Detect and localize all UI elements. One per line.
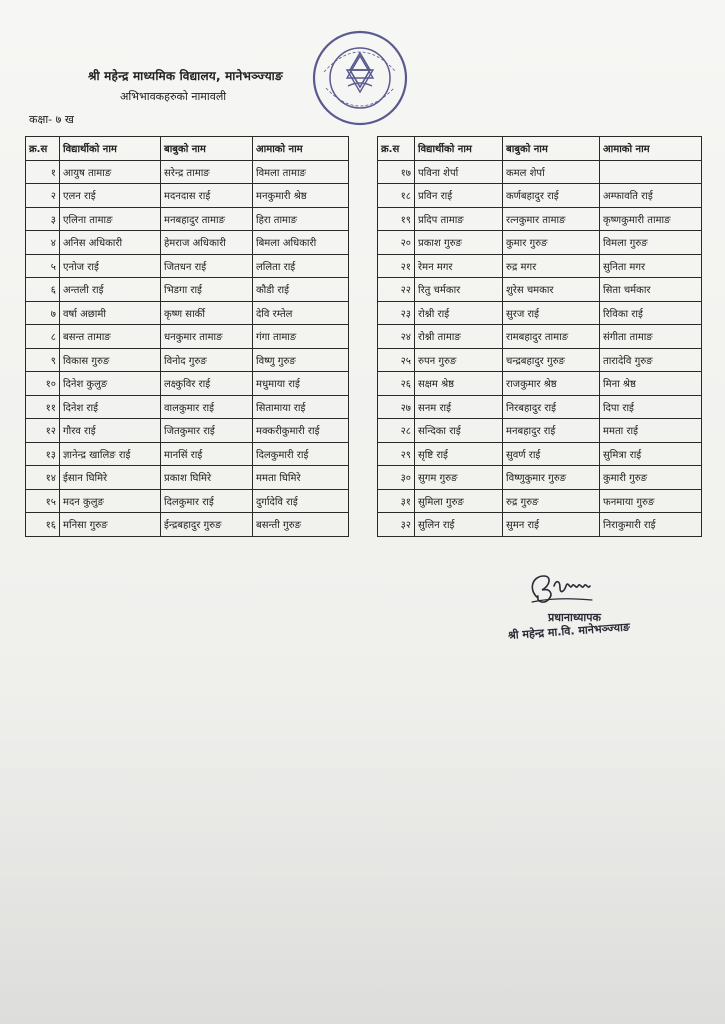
table-body-right (378, 160, 702, 536)
cell-father-name: रुद्र मगर (503, 254, 600, 278)
cell-mother-name: मक्करीकुमारी राई (253, 419, 349, 443)
cell-father-name: निरबहादुर राई (503, 395, 600, 419)
cell-student-name: सक्षम श्रेष्ठ (415, 372, 503, 396)
table-row (26, 278, 349, 302)
cell-sn: १२ (26, 419, 60, 443)
cell-student-name: प्रदिप तामाङ (415, 207, 503, 231)
class-label: कक्षा- ७ ख (29, 113, 74, 126)
cell-sn: १० (26, 372, 60, 396)
cell-father-name: जितधन राई (161, 254, 253, 278)
cell-sn: ८ (26, 325, 60, 349)
cell-student-name: दिनेश कुलुङ (60, 372, 161, 396)
paper-shadow (0, 700, 725, 1024)
cell-father-name: विनोद गुरुङ (161, 348, 253, 372)
cell-sn: २६ (378, 372, 415, 396)
cell-mother-name: दिपा राई (600, 395, 702, 419)
cell-sn: २८ (378, 419, 415, 443)
column-header-student: विद्यार्थीको नाम (60, 137, 161, 161)
cell-sn: १५ (26, 489, 60, 513)
table-row (378, 325, 702, 349)
cell-sn: २१ (378, 254, 415, 278)
cell-mother-name: दुर्गादेवि राई (253, 489, 349, 513)
cell-sn: १३ (26, 442, 60, 466)
cell-father-name: मदनदास राई (161, 184, 253, 208)
cell-mother-name: बिमला अधिकारी (253, 231, 349, 255)
table-row (26, 325, 349, 349)
cell-father-name: कुमार गुरुङ (503, 231, 600, 255)
cell-student-name: मदन कुलुङ (60, 489, 161, 513)
column-header-student: विद्यार्थीको नाम (415, 137, 503, 161)
cell-mother-name: संगीता तामाङ (600, 325, 702, 349)
cell-mother-name: रिविका राई (600, 301, 702, 325)
cell-mother-name: हिरा तामाङ (253, 207, 349, 231)
cell-father-name: सरेन्द्र तामाङ (161, 160, 253, 184)
table-row (26, 489, 349, 513)
cell-sn: २२ (378, 278, 415, 302)
signature-school: श्री महेन्द्र मा.वि. मानेभञ्ज्याङ (507, 620, 631, 642)
cell-student-name: ज्ञानेन्द्र खालिङ राई (60, 442, 161, 466)
table-row (378, 160, 702, 184)
table-row (378, 372, 702, 396)
cell-mother-name: सितामाया राई (253, 395, 349, 419)
column-header-sn: क्र.स (26, 137, 60, 161)
cell-mother-name: तारादेवि गुरुङ (600, 348, 702, 372)
table-row (378, 184, 702, 208)
cell-student-name: सृष्टि राई (415, 442, 503, 466)
cell-mother-name: बसन्ती गुरुङ (253, 513, 349, 537)
cell-student-name: एलन राई (60, 184, 161, 208)
cell-student-name: प्रकाश गुरुङ (415, 231, 503, 255)
table-row (26, 207, 349, 231)
table-row (26, 372, 349, 396)
cell-student-name: सुलिन राई (415, 513, 503, 537)
list-title: अभिभावकहरुको नामावली (120, 90, 227, 103)
parents-table-right (377, 136, 702, 537)
cell-father-name: धनकुमार तामाङ (161, 325, 253, 349)
table-row (378, 466, 702, 490)
cell-mother-name: सिता चर्मकार (600, 278, 702, 302)
table-row (26, 160, 349, 184)
cell-sn: १ (26, 160, 60, 184)
table-body-left (26, 160, 349, 536)
table-row (378, 301, 702, 325)
cell-student-name: रेमन मगर (415, 254, 503, 278)
cell-mother-name: कुमारी गुरुङ (600, 466, 702, 490)
table-row (378, 419, 702, 443)
column-header-father: बाबुको नाम (161, 137, 253, 161)
cell-student-name: बसन्त तामाङ (60, 325, 161, 349)
cell-mother-name: ममता राई (600, 419, 702, 443)
cell-father-name: वालकुमार राई (161, 395, 253, 419)
cell-mother-name: फनमाया गुरुङ (600, 489, 702, 513)
cell-student-name: विकास गुरुङ (60, 348, 161, 372)
table-row (378, 207, 702, 231)
cell-father-name: कर्णबहादुर राई (503, 184, 600, 208)
table-row (26, 466, 349, 490)
table-row (378, 442, 702, 466)
table-row (26, 254, 349, 278)
table-row (378, 489, 702, 513)
cell-student-name: दिनेश राई (60, 395, 161, 419)
cell-father-name: कमल शेर्पा (503, 160, 600, 184)
cell-mother-name (600, 160, 702, 184)
cell-mother-name: ममता घिमिरे (253, 466, 349, 490)
cell-sn: १६ (26, 513, 60, 537)
cell-student-name: एलिना तामाङ (60, 207, 161, 231)
cell-mother-name: कृष्णकुमारी तामाङ (600, 207, 702, 231)
cell-father-name: कृष्ण सार्की (161, 301, 253, 325)
cell-mother-name: गंगा तामाङ (253, 325, 349, 349)
school-seal-icon (310, 28, 410, 128)
cell-student-name: रुपन गुरुङ (415, 348, 503, 372)
table-row (26, 301, 349, 325)
cell-sn: ३१ (378, 489, 415, 513)
cell-father-name: सुमन राई (503, 513, 600, 537)
cell-sn: ४ (26, 231, 60, 255)
cell-father-name: विष्णुकुमार गुरुङ (503, 466, 600, 490)
cell-student-name: पविना शेर्पा (415, 160, 503, 184)
column-header-mother: आमाको नाम (253, 137, 349, 161)
cell-father-name: शुरेस चमकार (503, 278, 600, 302)
cell-sn: १७ (378, 160, 415, 184)
cell-sn: २४ (378, 325, 415, 349)
cell-student-name: सनम राई (415, 395, 503, 419)
cell-sn: १८ (378, 184, 415, 208)
cell-student-name: सुगम गुरुङ (415, 466, 503, 490)
table-row (26, 419, 349, 443)
cell-father-name: सुरज राई (503, 301, 600, 325)
cell-father-name: मानसिं राई (161, 442, 253, 466)
table-row (26, 395, 349, 419)
cell-sn: ३० (378, 466, 415, 490)
cell-father-name: भिडगा राई (161, 278, 253, 302)
cell-father-name: जितकुमार राई (161, 419, 253, 443)
cell-father-name: हेमराज अधिकारी (161, 231, 253, 255)
cell-sn: १९ (378, 207, 415, 231)
cell-sn: ३२ (378, 513, 415, 537)
cell-student-name: आयुष तामाङ (60, 160, 161, 184)
cell-mother-name: अम्फावति राई (600, 184, 702, 208)
table-header-row (378, 137, 702, 161)
school-name: श्री महेन्द्र माध्यमिक विद्यालय, मानेभञ्ज्याङ (88, 69, 283, 83)
cell-mother-name: सुमित्रा राई (600, 442, 702, 466)
cell-mother-name: कौडी राई (253, 278, 349, 302)
table-row (26, 442, 349, 466)
cell-student-name: रोश्नी तामाङ (415, 325, 503, 349)
cell-student-name: अन्तली राई (60, 278, 161, 302)
parents-table-left (25, 136, 349, 537)
column-header-sn: क्र.स (378, 137, 415, 161)
cell-sn: २ (26, 184, 60, 208)
cell-sn: २९ (378, 442, 415, 466)
cell-student-name: अनिस अधिकारी (60, 231, 161, 255)
signature-icon (520, 568, 610, 608)
table-row (378, 348, 702, 372)
column-header-father: बाबुको नाम (503, 137, 600, 161)
signature-title: प्रधानाध्यापक (548, 611, 601, 624)
cell-student-name: सन्दिका राई (415, 419, 503, 443)
table-row (26, 231, 349, 255)
cell-father-name: प्रकाश घिमिरे (161, 466, 253, 490)
cell-mother-name: विमला गुरुङ (600, 231, 702, 255)
cell-father-name: रामबहादुर तामाङ (503, 325, 600, 349)
cell-mother-name: दिलकुमारी राई (253, 442, 349, 466)
table-row (378, 395, 702, 419)
cell-mother-name: मनकुमारी श्रेष्ठ (253, 184, 349, 208)
cell-student-name: सुमिला गुरुङ (415, 489, 503, 513)
cell-sn: ३ (26, 207, 60, 231)
cell-student-name: प्रविन राई (415, 184, 503, 208)
cell-student-name: रोश्नी राई (415, 301, 503, 325)
cell-sn: १४ (26, 466, 60, 490)
cell-student-name: मनिसा गुरुङ (60, 513, 161, 537)
cell-father-name: रत्नकुमार तामाङ (503, 207, 600, 231)
table-row (378, 278, 702, 302)
cell-mother-name: मधुमाया राई (253, 372, 349, 396)
cell-father-name: दिलकुमार राई (161, 489, 253, 513)
cell-sn: २० (378, 231, 415, 255)
cell-father-name: लक्ष्कुविर राई (161, 372, 253, 396)
cell-mother-name: सुनिता मगर (600, 254, 702, 278)
cell-sn: ७ (26, 301, 60, 325)
cell-mother-name: देवि रम्तेल (253, 301, 349, 325)
cell-mother-name: निराकुमारी राई (600, 513, 702, 537)
cell-mother-name: मिना श्रेष्ठ (600, 372, 702, 396)
cell-father-name: सुवर्ण राई (503, 442, 600, 466)
cell-student-name: वर्षा अछामी (60, 301, 161, 325)
cell-father-name: मनबहादुर राई (503, 419, 600, 443)
table-row (26, 184, 349, 208)
cell-sn: २३ (378, 301, 415, 325)
cell-father-name: रुद्र गुरुङ (503, 489, 600, 513)
cell-sn: ९ (26, 348, 60, 372)
cell-sn: २७ (378, 395, 415, 419)
cell-student-name: एनोज राई (60, 254, 161, 278)
table-row (26, 513, 349, 537)
cell-sn: २५ (378, 348, 415, 372)
column-header-mother: आमाको नाम (600, 137, 702, 161)
cell-father-name: ईन्द्रबहादुर गुरुङ (161, 513, 253, 537)
cell-student-name: ईसान घिमिरे (60, 466, 161, 490)
cell-sn: ११ (26, 395, 60, 419)
cell-mother-name: ललिता राई (253, 254, 349, 278)
table-row (26, 348, 349, 372)
table-row (378, 513, 702, 537)
cell-mother-name: विष्णु गुरुङ (253, 348, 349, 372)
table-row (378, 254, 702, 278)
cell-sn: ५ (26, 254, 60, 278)
cell-father-name: राजकुमार श्रेष्ठ (503, 372, 600, 396)
cell-student-name: रितु चर्मकार (415, 278, 503, 302)
table-row (378, 231, 702, 255)
cell-father-name: चन्द्रबहादुर गुरुङ (503, 348, 600, 372)
cell-student-name: गौरव राई (60, 419, 161, 443)
cell-father-name: मनबहादुर तामाङ (161, 207, 253, 231)
cell-sn: ६ (26, 278, 60, 302)
table-header-row (26, 137, 349, 161)
cell-mother-name: विमला तामाङ (253, 160, 349, 184)
